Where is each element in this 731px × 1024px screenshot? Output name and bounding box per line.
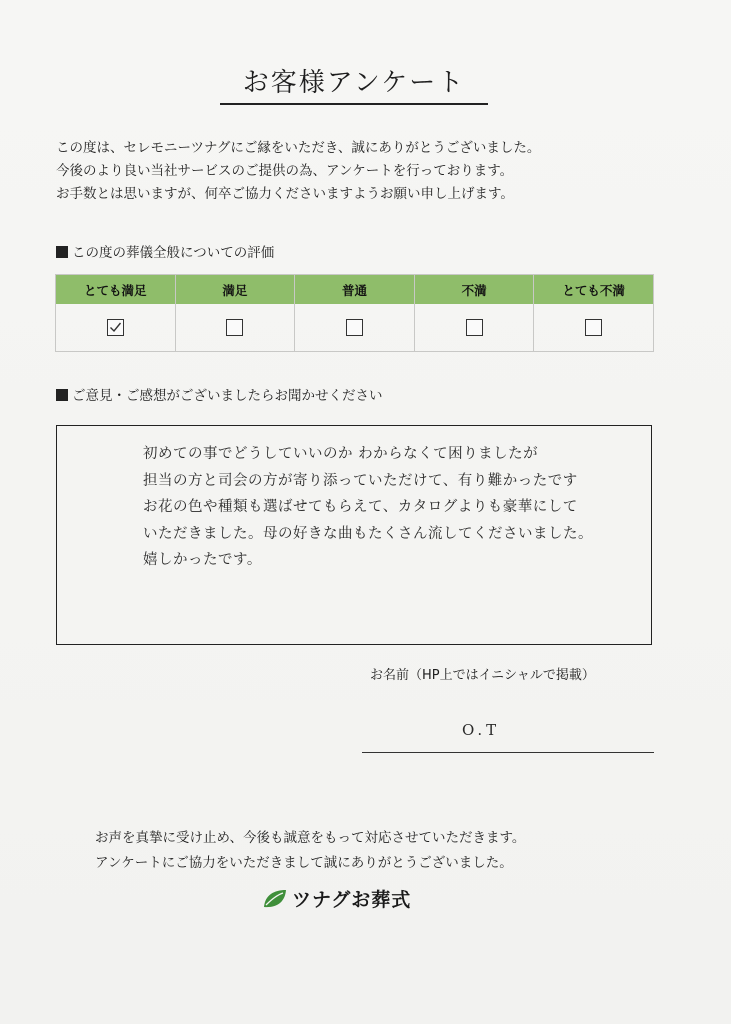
checkbox-dissatisfied[interactable]: [466, 319, 483, 336]
checkbox-very-satisfied[interactable]: [107, 319, 124, 336]
square-bullet-icon: [56, 389, 68, 401]
rating-label: 満足: [176, 275, 295, 304]
rating-label: 不満: [415, 275, 534, 304]
rating-option-very-dissatisfied: [534, 275, 653, 351]
rating-option-satisfied: [176, 275, 296, 351]
brand-name: ツナグお葬式: [292, 889, 412, 911]
rating-label: とても満足: [56, 275, 175, 304]
intro-text: [56, 137, 540, 206]
comment-line: 担当の方と司会の方が寄り添っていただけて、有り難かったです: [143, 472, 578, 489]
closing-text: [95, 826, 525, 876]
handwritten-comment: [143, 441, 593, 574]
rating-heading-text: この度の葬儀全般についての評価: [72, 245, 275, 261]
rating-table: [55, 274, 654, 352]
intro-line: 今後のより良い当社サービスのご提供の為、アンケートを行っております。: [56, 163, 514, 179]
rating-option-very-satisfied: [56, 275, 176, 351]
rating-option-dissatisfied: [415, 275, 535, 351]
rating-label: 普通: [295, 275, 414, 304]
comment-line: いただきました。母の好きな曲もたくさん流してくださいました。: [143, 525, 593, 542]
leaf-icon: [262, 888, 288, 910]
checkbox-very-dissatisfied[interactable]: [585, 319, 602, 336]
name-field-value: O.T: [462, 721, 501, 739]
square-bullet-icon: [56, 246, 68, 258]
comment-line: お花の色や種類も選ばせてもらえて、カタログよりも豪華にして: [143, 499, 578, 515]
name-field-label: お名前（HP上ではイニシャルで掲載）: [370, 668, 595, 683]
page-title: お客様アンケート: [220, 62, 488, 105]
intro-line: この度は、セレモニーツナグにご縁をいただき、誠にありがとうございました。: [56, 140, 541, 156]
brand-logo: [262, 885, 411, 912]
rating-option-neutral: [295, 275, 415, 351]
closing-line: アンケートにご協力をいただきまして誠にありがとうございました。: [95, 855, 513, 871]
intro-line: お手数とは思いますが、何卒ご協力くださいますようお願い申し上げます。: [56, 186, 514, 202]
rating-label: とても不満: [534, 275, 653, 304]
checkmark-icon: [108, 320, 123, 335]
comment-section-heading: [56, 384, 383, 404]
comment-heading-text: ご意見・ご感想がございましたらお聞かせください: [72, 388, 383, 404]
name-field-underline[interactable]: [362, 752, 654, 753]
comment-line: 嬉しかったです。: [143, 552, 262, 568]
checkbox-neutral[interactable]: [346, 319, 363, 336]
checkbox-satisfied[interactable]: [226, 319, 243, 336]
rating-section-heading: [56, 241, 274, 261]
closing-line: お声を真摯に受け止め、今後も誠意をもって対応させていただきます。: [95, 830, 526, 846]
comment-line: 初めての事でどうしていいのか わからなくて困りましたが: [143, 446, 539, 462]
